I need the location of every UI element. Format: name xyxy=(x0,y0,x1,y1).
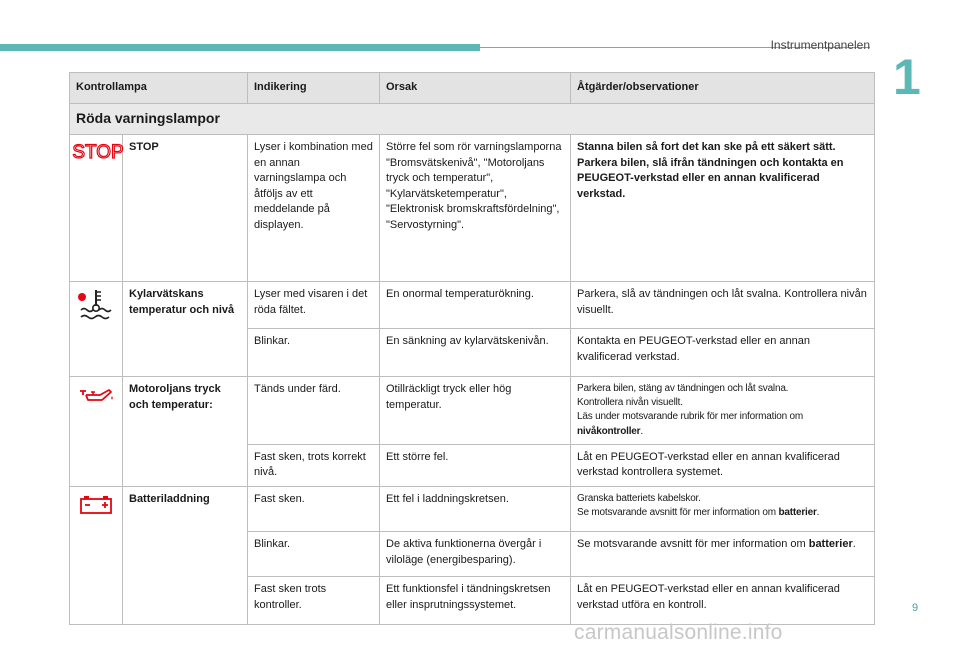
header-atgarder: Åtgärder/observationer xyxy=(571,73,875,104)
action: Stanna bilen så fort det kan ske på ett säkert sätt. Parkera bilen, slå ifrån tändningen och kontakta en PEUGEOT-verkstad eller en annan kvalificerad verkstad. xyxy=(571,135,875,282)
cause: Otillräckligt tryck eller hög temperatur. xyxy=(380,377,571,445)
lamp-name: Motoroljans tryck och temperatur: xyxy=(123,377,248,487)
section-title: Instrumentpanelen xyxy=(770,38,870,52)
action-text: Se motsvarande avsnitt för mer information om xyxy=(577,537,809,550)
action-line: Granska batteriets kabelskor. xyxy=(577,492,701,504)
action xyxy=(571,486,875,531)
coolant-lamp-cell xyxy=(70,282,123,377)
watermark: carmanualsonline.info xyxy=(574,621,783,644)
coolant-temperature-icon xyxy=(76,288,116,322)
action-line: Kontrollera nivån visuellt. xyxy=(577,397,683,409)
reference-term: batterier xyxy=(778,507,817,519)
reference-term: batterier xyxy=(808,537,853,550)
svg-text:STOP: STOP xyxy=(72,142,124,163)
action-line: Parkera bilen, stäng av tändningen och låt svalna. xyxy=(577,383,789,394)
table-row-coolant-1 xyxy=(70,282,875,329)
cause: De aktiva funktionerna övergår i viloläge (energibesparing). xyxy=(380,531,571,576)
action-text-end: . xyxy=(852,537,856,550)
cause: Ett funktionsfel i tändningskretsen eller insprutningssystemet. xyxy=(380,576,571,624)
lamp-name: STOP xyxy=(123,135,248,282)
lamp-name: Kylarvätskans temperatur och nivå xyxy=(123,282,248,377)
action-line: Se motsvarande avsnitt för mer information om xyxy=(577,507,779,519)
action: Låt en PEUGEOT-verkstad eller en annan kvalificerad verkstad kontrollera systemet. xyxy=(571,444,875,486)
lamp-name: Batteriladdning xyxy=(123,486,248,624)
action: Kontakta en PEUGEOT-verkstad eller en annan kvalificerad verkstad. xyxy=(571,329,875,377)
indication: Lyser i kombination med en annan varningslampa och åtföljs av ett meddelande på displayen. xyxy=(248,135,380,282)
table-row-stop xyxy=(70,135,875,282)
action-line-end: . xyxy=(816,507,820,519)
header-orsak: Orsak xyxy=(380,73,571,104)
oil-pressure-icon xyxy=(76,383,116,405)
page-number: 9 xyxy=(912,602,919,614)
header-kontrollampa: Kontrollampa xyxy=(70,73,248,104)
indication: Fast sken, trots korrekt nivå. xyxy=(248,444,380,486)
cause: Ett större fel. xyxy=(380,444,571,486)
reference-term: nivåkontroller xyxy=(577,425,641,437)
cause: Större fel som rör varningslamporna "Bromsvätskenivå", "Motoroljans tryck och temperatur", "Kylarvätsketemperatur", "Elektronisk bromskraftsfördelning", "Servostyrning". xyxy=(380,135,571,282)
chapter-number: 1 xyxy=(893,49,921,105)
table-row-oil-1 xyxy=(70,377,875,445)
indication: Fast sken. xyxy=(248,486,380,531)
cause: En sänkning av kylarvätskenivån. xyxy=(380,329,571,377)
action-line: Läs under motsvarande rubrik för mer information om xyxy=(577,411,804,423)
action: Låt en PEUGEOT-verkstad eller en annan kvalificerad verkstad utföra en kontroll. xyxy=(571,576,875,624)
indication: Lyser med visaren i det röda fältet. xyxy=(248,282,380,329)
header-indikering: Indikering xyxy=(248,73,380,104)
group-title: Röda varningslampor xyxy=(70,104,875,135)
header-accent-bar xyxy=(0,44,480,51)
action-line-end: . xyxy=(640,425,643,437)
table-header-row xyxy=(70,73,875,104)
cause: En onormal temperaturökning. xyxy=(380,282,571,329)
action xyxy=(571,531,875,576)
indication: Blinkar. xyxy=(248,531,380,576)
cause: Ett fel i laddningskretsen. xyxy=(380,486,571,531)
table-row-battery-1 xyxy=(70,486,875,531)
action xyxy=(571,377,875,445)
stop-lamp-cell xyxy=(70,135,123,282)
action: Parkera, slå av tändningen och låt svalna. Kontrollera nivån visuellt. xyxy=(571,282,875,329)
group-row-red-lamps xyxy=(70,104,875,135)
oil-lamp-cell xyxy=(70,377,123,487)
indication: Blinkar. xyxy=(248,329,380,377)
stop-icon xyxy=(72,141,124,163)
indication: Fast sken trots kontroller. xyxy=(248,576,380,624)
battery-icon xyxy=(78,493,114,515)
battery-lamp-cell xyxy=(70,486,123,624)
indication: Tänds under färd. xyxy=(248,377,380,445)
warning-lamp-table xyxy=(69,72,875,625)
